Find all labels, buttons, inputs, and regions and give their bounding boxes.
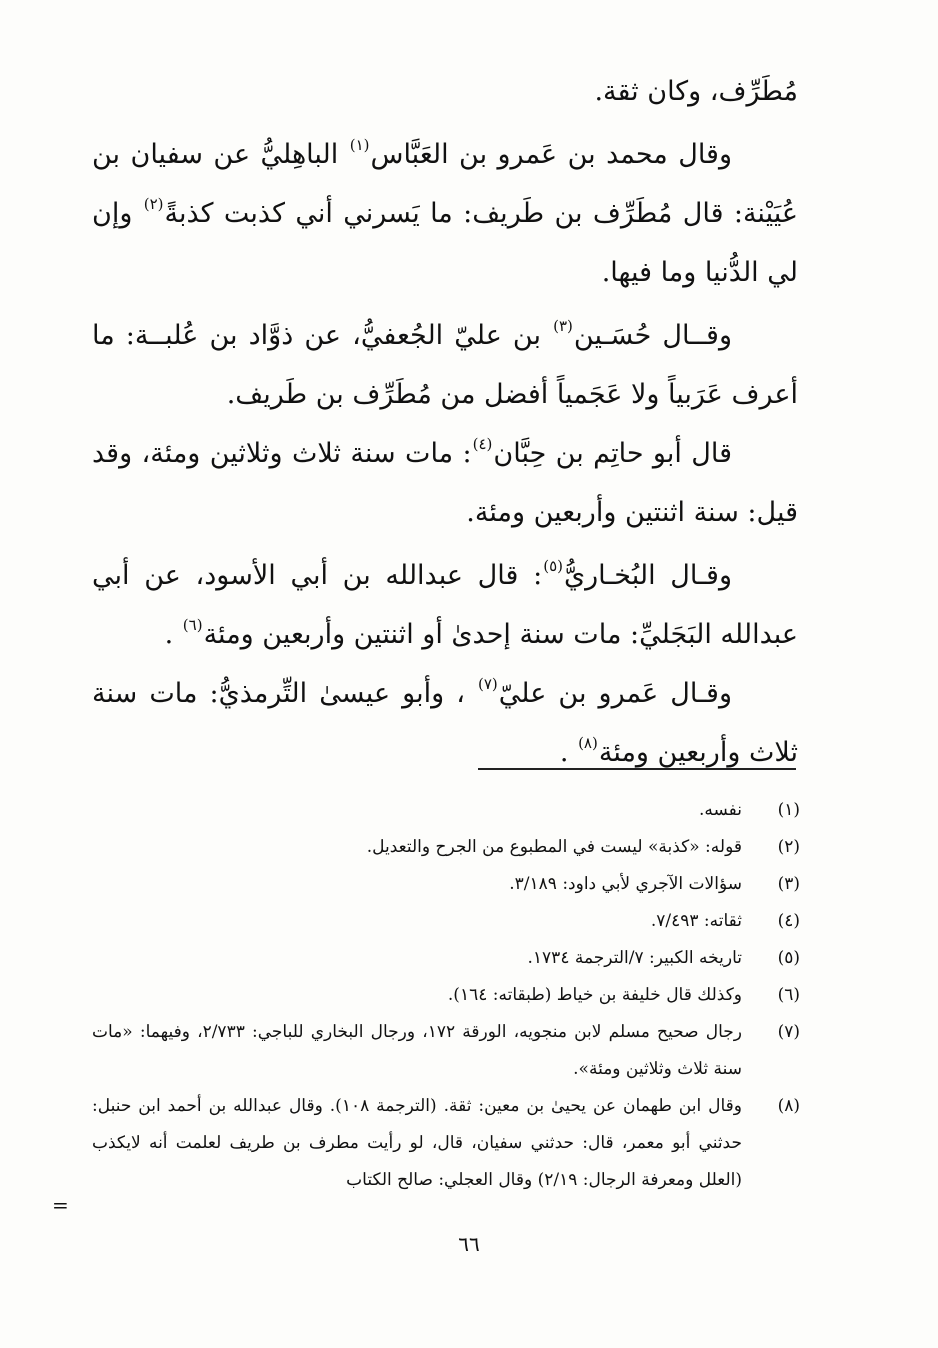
footnote-number: (٥): [777, 948, 800, 968]
footnote-ref[interactable]: (٢): [143, 195, 164, 213]
footnote-number: (٦): [777, 985, 800, 1005]
text-run: قال أبو حاتِم بن حِبَّان: [493, 438, 733, 469]
footnotes: [92, 792, 800, 1199]
paragraph: [92, 125, 798, 302]
text-run: وقال محمد بن عَمرو بن العَبَّاس: [370, 139, 732, 170]
text-run: : قال عبدالله بن أبي الأسود، عن أبي عبدالله البَجَليِّ: مات سنة إحدىٰ أو اثنتين وأربعين ومئة: [92, 560, 798, 650]
footnote-text: رجال صحيح مسلم لابن منجويه، الورقة ١٧٢، ورجال البخاري للباجي: ٢/٧٣٣، وفيهما: «مات سنة ثلاث وثلاثين ومئة».: [92, 1022, 742, 1079]
paragraph: [92, 664, 798, 782]
text-run: ، وأبو عيسىٰ التِّرمذيُّ: مات سنة ثلاث وأربعين ومئة: [92, 678, 798, 768]
text-run: .: [559, 737, 578, 768]
footnote-number: (٤): [777, 911, 800, 931]
footnote-item: [92, 977, 800, 1014]
text-run: الباهِليُّ عن سفيان بن عُيَيْنة: قال مُطَرِّف بن طَريف: ما يَسرني أني كذبت كذبةً: [92, 139, 798, 229]
footnote-ref[interactable]: (٥): [543, 557, 563, 575]
text-run: .: [164, 619, 182, 650]
text-run: وإن لي الدُّنيا وما فيها.: [92, 198, 798, 288]
footnote-ref[interactable]: (٦): [182, 616, 203, 634]
footnote-ref[interactable]: (٨): [578, 734, 598, 752]
text-run: : مات سنة ثلاث وثلاثين ومئة، وقد قيل: سنة اثنتين وأربعين ومئة.: [92, 438, 798, 528]
footnote-item: [92, 829, 800, 866]
footnote-item: [92, 940, 800, 977]
footnote-text: وكذلك قال خليفة بن خياط (طبقاته: ١٦٤).: [447, 985, 742, 1005]
footnote-ref[interactable]: (٤): [472, 435, 493, 453]
paragraph: [92, 546, 798, 664]
page-number: ٦٦: [458, 1232, 480, 1256]
text-run: وقـال عَمرو بن عليّ: [498, 678, 732, 709]
footnote-separator: [478, 768, 796, 770]
main-text: [92, 62, 798, 782]
paragraph: [92, 306, 798, 424]
continuation-mark: =: [52, 1193, 69, 1217]
text-run: بن عليّ الجُعفيُّ، عن ذوَّاد بن عُلبــة: ما أعرف عَرَبياً ولا عَجَمياً أفضل من مُطَرِّف بن طَريف.: [92, 320, 798, 410]
footnote-number: (٢): [777, 837, 800, 857]
footnote-item: [92, 866, 800, 903]
footnote-item: [92, 792, 800, 829]
text-run: مُطَرِّف، وكان ثقة.: [594, 76, 798, 107]
footnote-item: [92, 1088, 800, 1199]
footnote-ref[interactable]: (٣): [553, 317, 573, 335]
footnote-text: وقال ابن طهمان عن يحيىٰ بن معين: ثقة. (الترجمة ١٠٨). وقال عبدالله بن أحمد ابن حنبل: حدثني أبو معمر، قال: حدثني سفيان، قال، لو رأيت مطرف بن طريف لعلمت أنه لايكذب (العلل ومعرفة الرجال: ٢/١٩) وقال العجلي: صالح الكتاب: [92, 1096, 743, 1190]
footnote-ref[interactable]: (٧): [478, 675, 498, 693]
footnote-number: (٧): [777, 1022, 800, 1042]
footnote-text: ثقاته: ٧/٤٩٣.: [650, 911, 742, 931]
footnote-number: (٨): [777, 1096, 800, 1116]
text-run: وقــال حُسَـين: [573, 320, 732, 351]
footnote-text: نفسه.: [698, 800, 742, 820]
paragraph: [92, 424, 798, 542]
footnote-text: سؤالات الآجري لأبي داود: ٣/١٨٩.: [509, 874, 742, 894]
footnote-item: [92, 903, 800, 940]
footnote-ref[interactable]: (١): [349, 136, 370, 154]
footnote-text: تاريخه الكبير: ٧/الترجمة ١٧٣٤.: [527, 948, 742, 968]
footnote-number: (٣): [777, 874, 800, 894]
text-run: وقـال البُخـاريُّ: [563, 560, 732, 591]
footnote-number: (١): [777, 800, 800, 820]
footnote-item: [92, 1014, 800, 1088]
footnote-text: قوله: «كذبة» ليست في المطبوع من الجرح والتعديل.: [366, 837, 742, 857]
paragraph: [92, 62, 798, 121]
